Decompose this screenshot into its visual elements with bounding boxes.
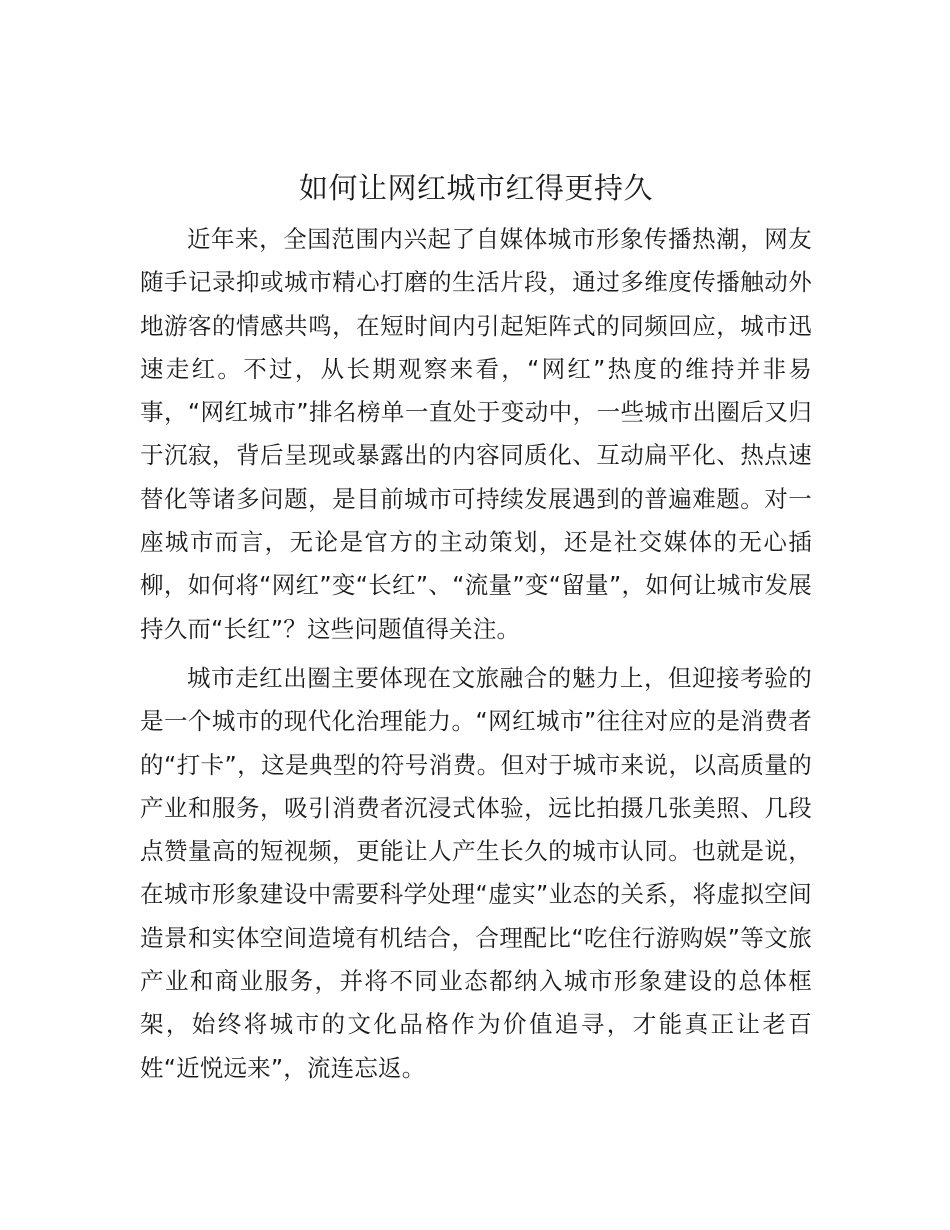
paragraph-1: 近年来，全国范围内兴起了自媒体城市形象传播热潮，网友随手记录抑或城市精心打磨的生活片段，通过多维度传播触动外地游客的情感共鸣，在短时间内引起矩阵式的同频回应，城市迅速走红。不过，从长期观察来看，“网红”热度的维持并非易事，“网红城市”排名榜单一直处于变动中，一些城市出圈后又归于沉寂，背后呈现或暴露出的内容同质化、互动扁平化、热点速替化等诸多问题，是目前城市可持续发展遇到的普遍难题。对一座城市而言，无论是官方的主动策划，还是社交媒体的无心插柳，如何将“网红”变“长红”、“流量”变“留量”，如何让城市发展持久而“长红”？这些问题值得关注。 <box>140 225 812 643</box>
document-page <box>140 160 812 1090</box>
document-title: 如何让网红城市红得更持久 <box>298 171 653 205</box>
paragraph-2: 城市走红出圈主要体现在文旅融合的魅力上，但迎接考验的是一个城市的现代化治理能力。“网红城市”往往对应的是消费者的“打卡”，这是典型的符号消费。但对于城市来说，以高质量的产业和服务，吸引消费者沉浸式体验，远比拍摄几张美照、几段点赞量高的短视频，更能让人产生长久的城市认同。也就是说，在城市形象建设中需要科学处理“虚实”业态的关系，将虚拟空间造景和实体空间造境有机结合，合理配比“吃住行游购娱”等文旅产业和商业服务，并将不同业态都纳入城市形象建设的总体框架，始终将城市的文化品格作为价值追寻，才能真正让老百姓“近悦远来”，流连忘返。 <box>140 663 812 1082</box>
